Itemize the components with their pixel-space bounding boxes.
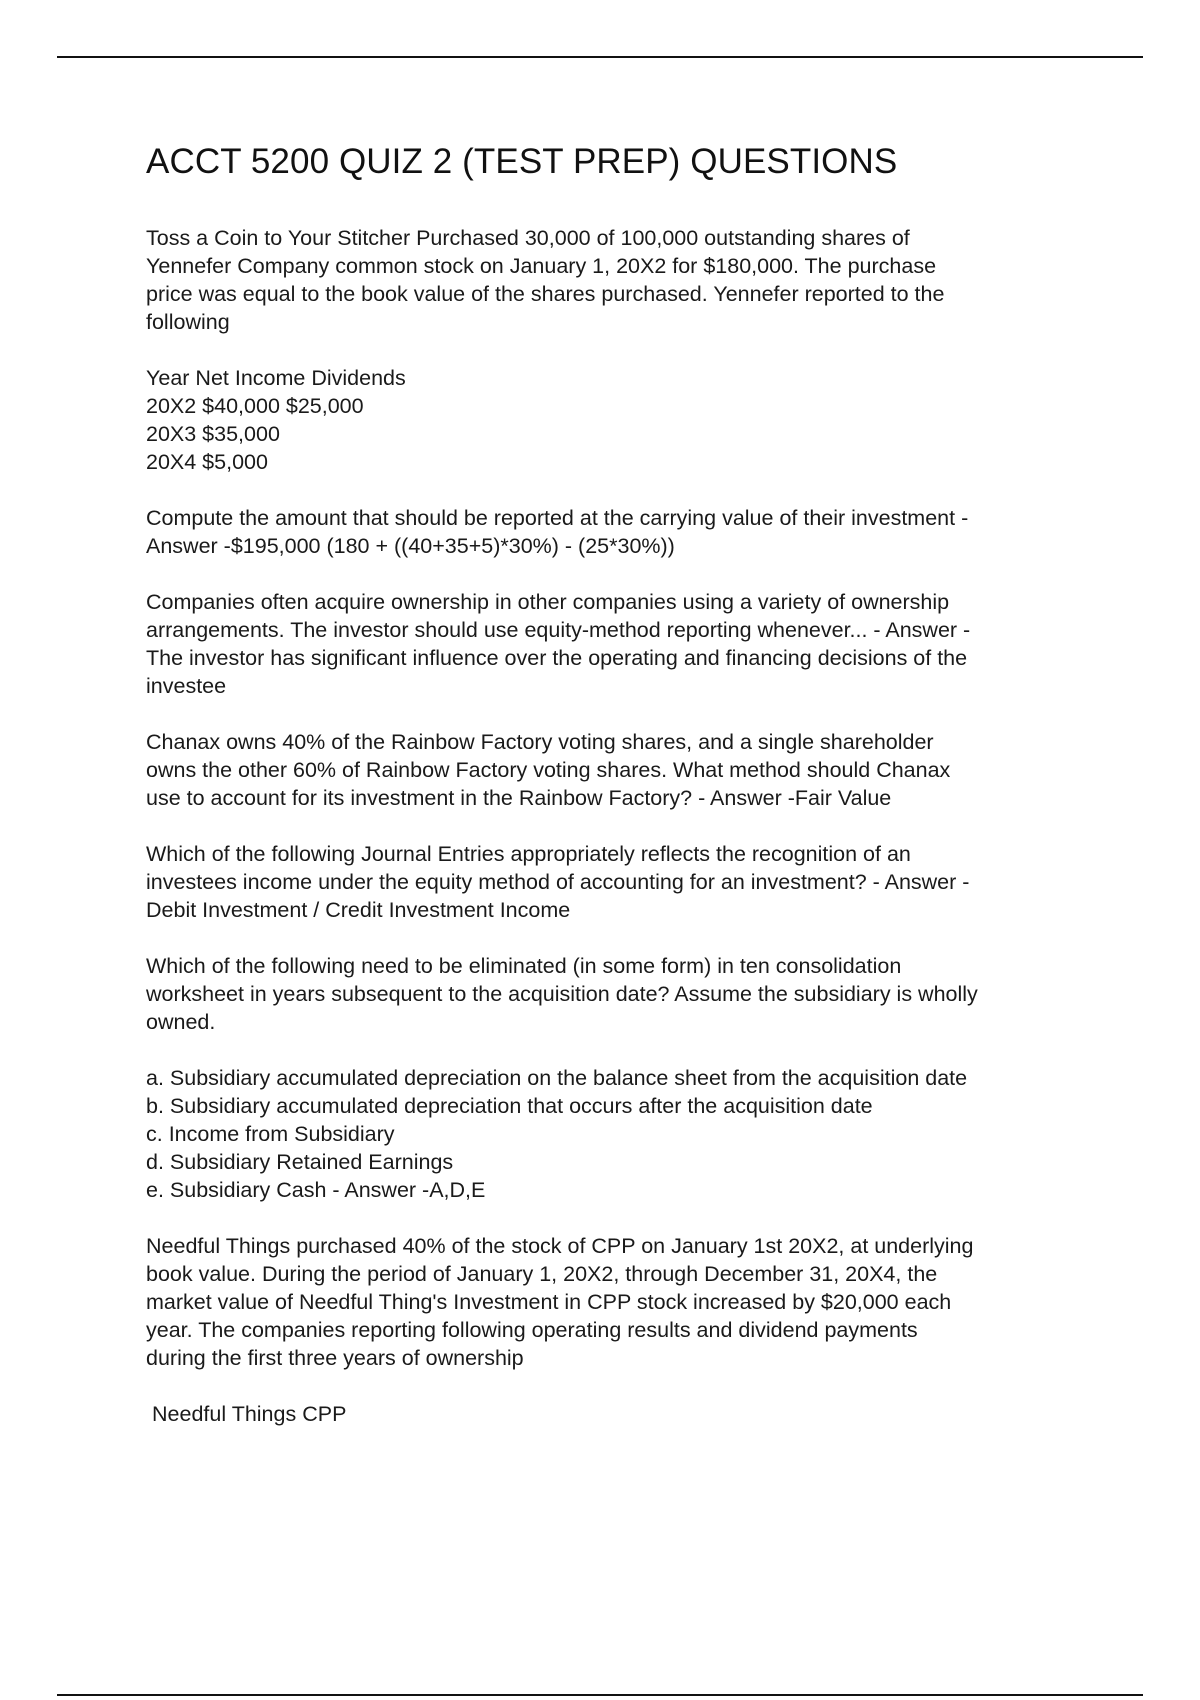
text-line: price was equal to the book value of the shares purchased. Yennefer reported to the: [146, 282, 945, 306]
text-line: Needful Things purchased 40% of the stock of CPP on January 1st 20X2, at underlying: [146, 1234, 974, 1258]
question-equity-method: [146, 588, 1096, 700]
table-row: 20X4 $5,000: [146, 450, 268, 474]
question-journal-entries: [146, 840, 1096, 924]
answer-options-list: [146, 1064, 1096, 1204]
option-d: d. Subsidiary Retained Earnings: [146, 1150, 454, 1174]
text-line: Companies often acquire ownership in other companies using a variety of ownership: [146, 590, 950, 614]
text-line: Debit Investment / Credit Investment Income: [146, 898, 571, 922]
text-line: worksheet in years subsequent to the acquisition date? Assume the subsidiary is wholly: [146, 982, 978, 1006]
text-line: during the first three years of ownership: [146, 1346, 524, 1370]
top-rule: [57, 56, 1143, 58]
document-title: ACCT 5200 QUIZ 2 (TEST PREP) QUESTIONS: [146, 142, 898, 181]
text-line: Yennefer Company common stock on January 1, 20X2 for $180,000. The purchase: [146, 254, 937, 278]
text-line: Chanax owns 40% of the Rainbow Factory voting shares, and a single shareholder: [146, 730, 934, 754]
table-row: 20X3 $35,000: [146, 422, 280, 446]
text-line: Toss a Coin to Your Stitcher Purchased 30,000 of 100,000 outstanding shares of: [146, 226, 910, 250]
option-a: a. Subsidiary accumulated depreciation on the balance sheet from the acquisition date: [146, 1066, 968, 1090]
table-row: 20X2 $40,000 $25,000: [146, 394, 364, 418]
text-line: Which of the following Journal Entries appropriately reflects the recognition of an: [146, 842, 911, 866]
text-line: owned.: [146, 1010, 216, 1034]
question-chanax-rainbow: [146, 728, 1096, 812]
bottom-rule: [57, 1694, 1143, 1696]
text-line: Which of the following need to be eliminated (in some form) in ten consolidation: [146, 954, 902, 978]
document-content: [146, 224, 1096, 1428]
option-b: b. Subsidiary accumulated depreciation that occurs after the acquisition date: [146, 1094, 873, 1118]
text-line: following: [146, 310, 230, 334]
question-consolidation-eliminations: [146, 952, 1096, 1036]
text-line: use to account for its investment in the Rainbow Factory? - Answer -Fair Value: [146, 786, 892, 810]
text-line: market value of Needful Thing's Investment in CPP stock increased by $20,000 each: [146, 1290, 952, 1314]
question-carrying-value-answer: [146, 504, 1096, 560]
option-e: e. Subsidiary Cash - Answer -A,D,E: [146, 1178, 486, 1202]
table-header-row: Needful Things CPP: [152, 1402, 347, 1426]
question-needful-things: [146, 1232, 1096, 1372]
text-line: investees income under the equity method of accounting for an investment? - Answer -: [146, 870, 970, 894]
text-line: Compute the amount that should be reported at the carrying value of their investment -: [146, 506, 969, 530]
text-line: year. The companies reporting following operating results and dividend payments: [146, 1318, 918, 1342]
text-line: Answer -$195,000 (180 + ((40+35+5)*30%) - (25*30%)): [146, 534, 675, 558]
text-line: The investor has significant influence over the operating and financing decisions of the: [146, 646, 968, 670]
document-page: [146, 140, 1096, 1456]
text-line: owns the other 60% of Rainbow Factory voting shares. What method should Chanax: [146, 758, 951, 782]
question-stitcher-investment: [146, 224, 1096, 336]
text-line: book value. During the period of January 1, 20X2, through December 31, 20X4, the: [146, 1262, 938, 1286]
table-header-row: Year Net Income Dividends: [146, 366, 406, 390]
needful-things-table-header: [146, 1400, 1096, 1428]
income-dividends-table: [146, 364, 1096, 476]
text-line: arrangements. The investor should use equity-method reporting whenever... - Answer -: [146, 618, 971, 642]
text-line: investee: [146, 674, 227, 698]
option-c: c. Income from Subsidiary: [146, 1122, 395, 1146]
